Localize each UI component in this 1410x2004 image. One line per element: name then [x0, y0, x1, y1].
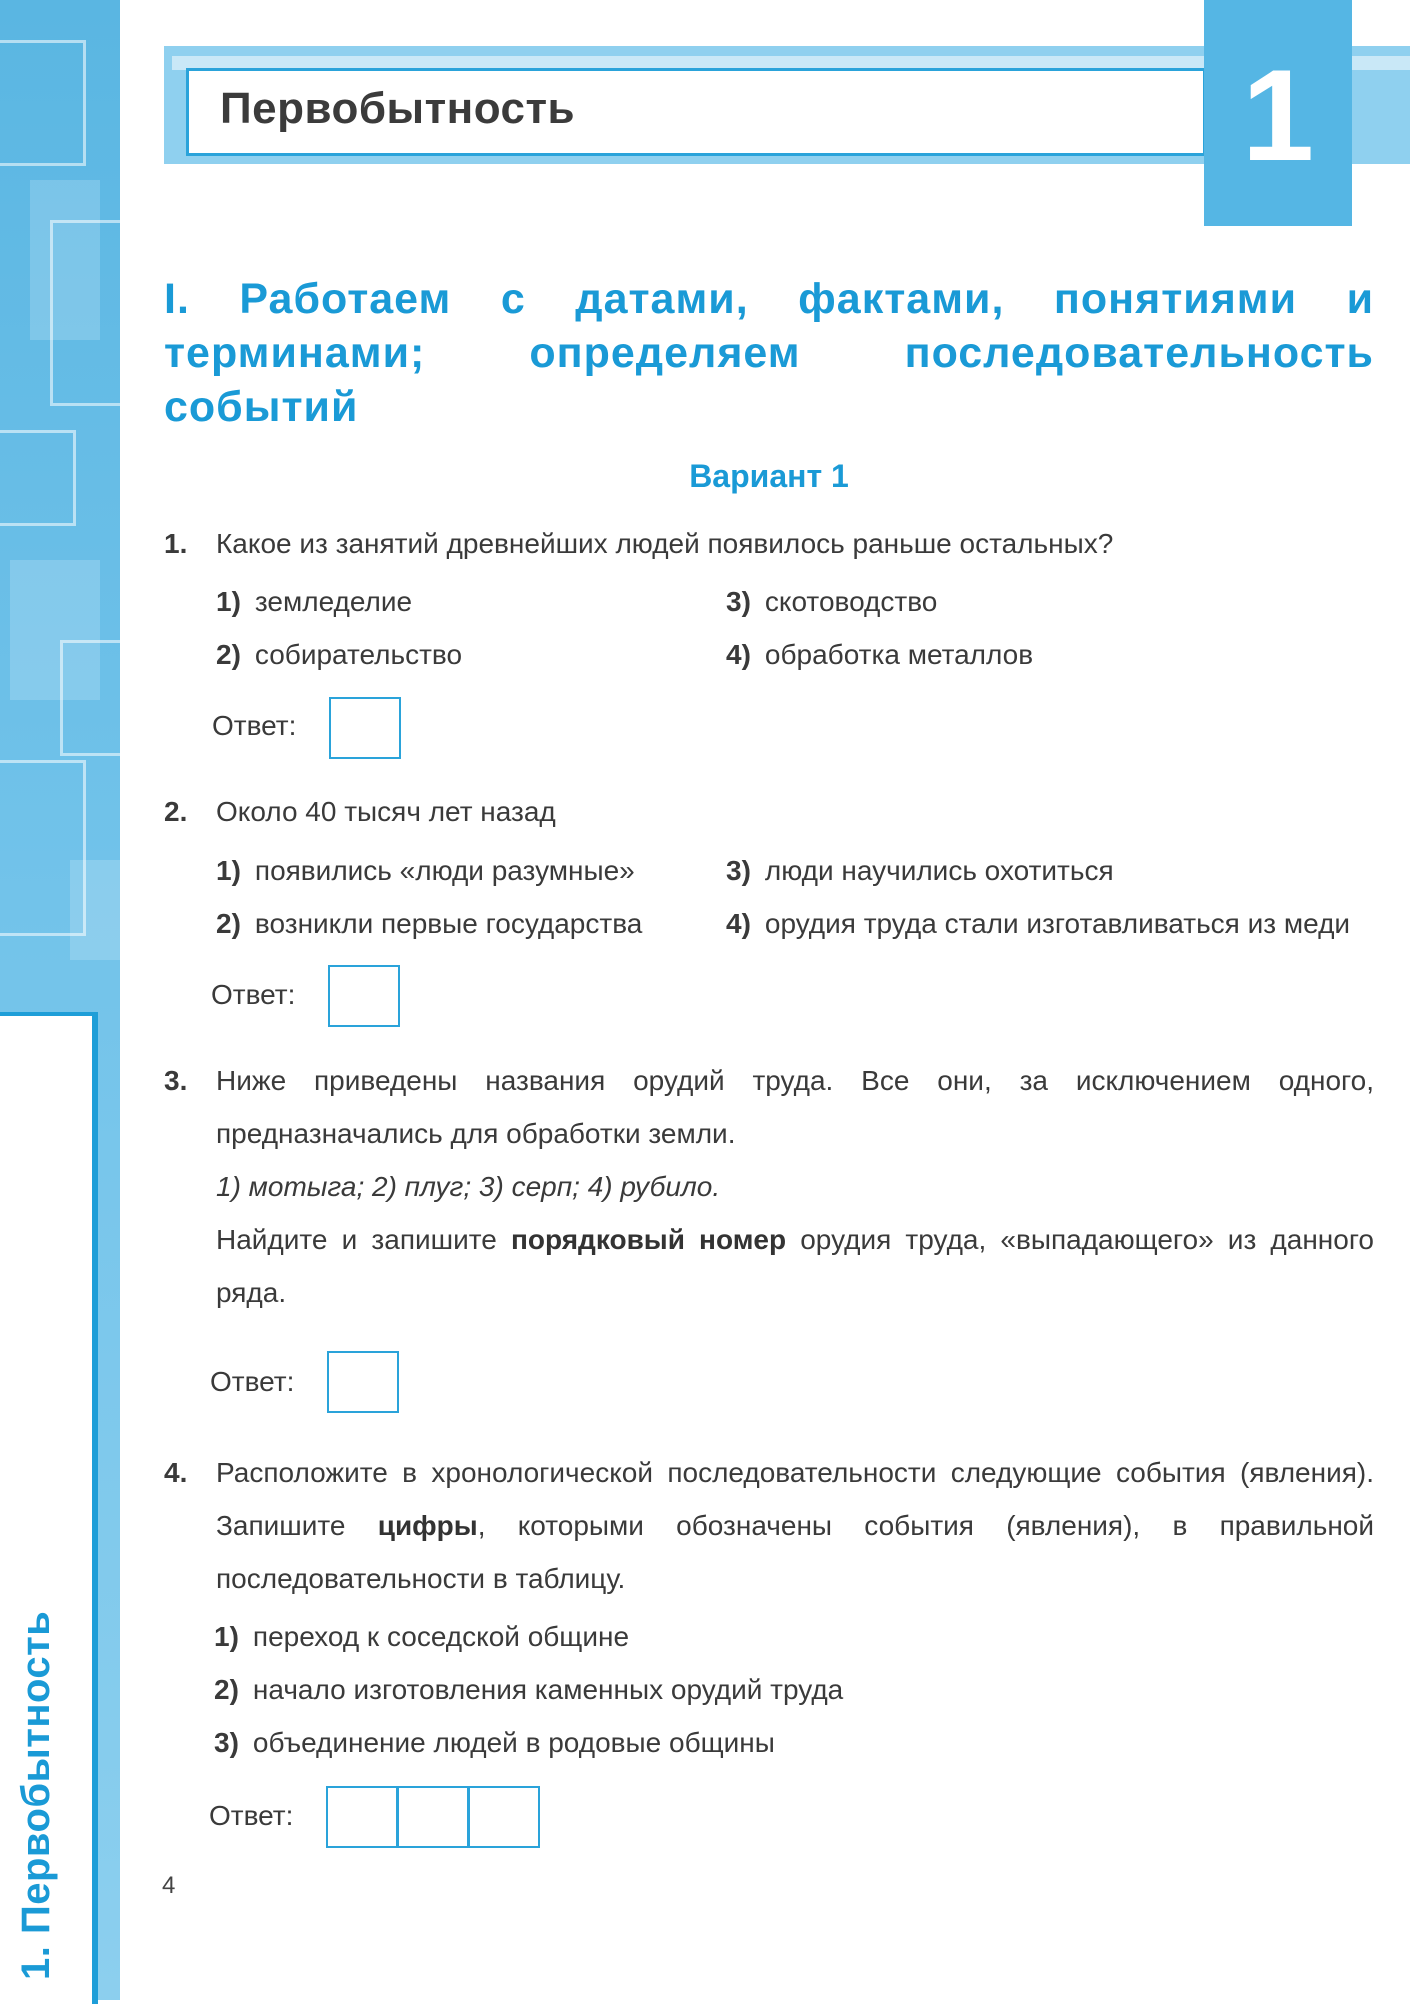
question-text: Какое из занятий древнейших людей появилось раньше остальных? — [216, 528, 1114, 559]
option — [726, 639, 1033, 671]
option — [216, 586, 412, 618]
option-text: начало изготовления каменных орудий труда — [252, 1674, 844, 1705]
option — [216, 639, 462, 671]
answer-label: Ответ: — [212, 710, 297, 741]
question-2 — [164, 785, 1374, 838]
option — [214, 1621, 629, 1653]
decorative-square — [0, 430, 76, 526]
option-text: возникли первые государства — [254, 908, 643, 939]
answer-label: Ответ: — [210, 1366, 295, 1397]
option-text: объединение людей в родовые общины — [252, 1727, 775, 1758]
option-number: 4) — [726, 639, 751, 670]
option-text: обработка металлов — [764, 639, 1034, 670]
question-text — [216, 1446, 1374, 1605]
answer-box[interactable] — [328, 965, 400, 1027]
question-text: Ниже приведены названия орудий труда. Все они, за исключением одного, предназначались для обработки земли. — [216, 1065, 1374, 1149]
sidebar-chapter-label: 1. Первобытность — [14, 1610, 58, 1980]
answer-cell-1[interactable] — [326, 1786, 398, 1848]
question-number: 4. — [164, 1457, 188, 1488]
option-number: 3) — [726, 586, 751, 617]
option-text: орудия труда стали изготавливаться из меди — [764, 908, 1351, 939]
section-heading: I. Работаем с датами, фактами, понятиями и терминами; определяем последовательность событий — [164, 275, 1374, 431]
option-number: 3) — [726, 855, 751, 886]
decorative-square — [50, 220, 120, 406]
answer-label: Ответ: — [209, 1800, 294, 1831]
option-number: 2) — [216, 639, 241, 670]
option — [726, 586, 937, 618]
option — [216, 855, 635, 887]
instruction-text: орудия труда, «выпадающего» из данного ряда. — [216, 1224, 1374, 1308]
option — [726, 855, 1114, 887]
decorative-square — [60, 640, 120, 756]
question-text: Около 40 тысяч лет назад — [216, 796, 556, 827]
chapter-title: Первобытность — [220, 84, 576, 133]
option — [216, 908, 642, 940]
question-number: 1. — [164, 528, 188, 559]
option-number: 4) — [726, 908, 751, 939]
tool-list: 1) мотыга; 2) плуг; 3) серп; 4) рубило. — [216, 1171, 721, 1202]
question-4 — [164, 1446, 1374, 1605]
chapter-number: 1 — [1241, 42, 1315, 188]
option-number: 3) — [214, 1727, 239, 1758]
option — [214, 1727, 775, 1759]
answer-cell-3[interactable] — [468, 1786, 540, 1848]
answer-box[interactable] — [329, 697, 401, 759]
option-text: земледелие — [254, 586, 413, 617]
option-number: 1) — [216, 586, 241, 617]
instruction-text: Найдите и запишите — [216, 1224, 511, 1255]
decorative-square — [0, 40, 86, 166]
option-text: люди научились охотиться — [764, 855, 1114, 886]
answer-box[interactable] — [327, 1351, 399, 1413]
decorative-square — [70, 860, 120, 960]
answer-label: Ответ: — [211, 979, 296, 1010]
option-number: 2) — [216, 908, 241, 939]
question-emphasis: цифры — [377, 1510, 478, 1541]
question-text-part: , которыми обозначены события (явления), в правильной последовательности в таблицу. — [216, 1510, 1374, 1594]
option-text: собирательство — [254, 639, 463, 670]
question-instruction — [216, 1213, 1374, 1319]
option-text: скотоводство — [764, 586, 938, 617]
option-number: 1) — [216, 855, 241, 886]
option-text: переход к соседской общине — [252, 1621, 630, 1652]
page-number: 4 — [162, 1872, 176, 1899]
question-text-part: Расположите в хронологической последовательности следующие события (явления). Запишите — [216, 1457, 1374, 1541]
option-number: 2) — [214, 1674, 239, 1705]
question-number: 3. — [164, 1065, 188, 1096]
option — [726, 908, 1350, 940]
option — [214, 1674, 843, 1706]
instruction-emphasis: порядковый номер — [510, 1224, 787, 1255]
answer-cell-2[interactable] — [397, 1786, 469, 1848]
question-3 — [164, 1054, 1374, 1319]
option-text: появились «люди разумные» — [254, 855, 635, 886]
variant-title: Вариант 1 — [689, 458, 849, 494]
option-number: 1) — [214, 1621, 239, 1652]
question-number: 2. — [164, 796, 188, 827]
question-1 — [164, 517, 1374, 570]
